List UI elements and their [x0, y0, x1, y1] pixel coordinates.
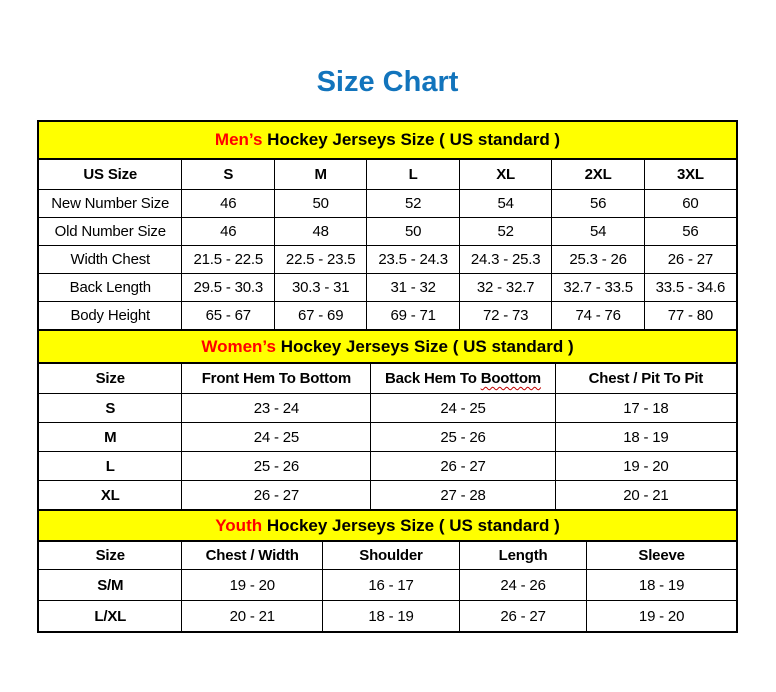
row-label: Width Chest	[38, 246, 182, 274]
mens-section-highlight: Men’s	[214, 130, 263, 149]
page-title: Size Chart	[316, 66, 459, 98]
table-row	[38, 452, 737, 481]
table-row	[38, 274, 737, 302]
youth-col-header: Shoulder	[322, 541, 459, 570]
table-row	[38, 570, 737, 601]
womens-section-band	[38, 330, 737, 363]
cell: 20 - 21	[555, 481, 737, 511]
mens-section-title	[38, 121, 737, 159]
cell: 24 - 26	[459, 570, 586, 601]
row-label: M	[38, 423, 182, 452]
cell: 48	[274, 218, 366, 246]
womens-section-title	[38, 330, 737, 363]
cell: 60	[644, 190, 737, 218]
row-label: New Number Size	[38, 190, 182, 218]
table-row	[38, 302, 737, 331]
row-label: L	[38, 452, 182, 481]
row-label: L/XL	[38, 601, 182, 633]
cell: 72 - 73	[459, 302, 551, 331]
mens-col-header: L	[367, 159, 459, 190]
mens-col-header: 3XL	[644, 159, 737, 190]
womens-size-table	[37, 329, 738, 511]
row-label: S	[38, 394, 182, 423]
cell: 18 - 19	[587, 570, 737, 601]
youth-section-highlight: Youth	[215, 515, 263, 535]
cell: 69 - 71	[367, 302, 459, 331]
cell: 30.3 - 31	[274, 274, 366, 302]
cell: 32.7 - 33.5	[552, 274, 644, 302]
womens-header-row	[38, 363, 737, 394]
table-row	[38, 601, 737, 633]
cell: 16 - 17	[322, 570, 459, 601]
youth-col-header: Length	[459, 541, 586, 570]
youth-section-title	[38, 510, 737, 541]
table-row	[38, 218, 737, 246]
row-label: S/M	[38, 570, 182, 601]
youth-section-rest: Hockey Jerseys Size ( US standard )	[262, 515, 560, 535]
table-row	[38, 246, 737, 274]
mens-col-header: US Size	[38, 159, 182, 190]
table-row	[38, 481, 737, 511]
cell: 19 - 20	[587, 601, 737, 633]
mens-col-header: XL	[459, 159, 551, 190]
back-hem-misspelled-word: Boottom	[480, 370, 541, 387]
youth-header-row	[38, 541, 737, 570]
mens-section-rest: Hockey Jerseys Size ( US standard )	[262, 130, 561, 149]
womens-col-header: Chest / Pit To Pit	[555, 363, 737, 394]
cell: 29.5 - 30.3	[182, 274, 274, 302]
cell: 67 - 69	[274, 302, 366, 331]
cell: 54	[552, 218, 644, 246]
cell: 27 - 28	[371, 481, 556, 511]
cell: 19 - 20	[182, 570, 322, 601]
mens-col-header: S	[182, 159, 274, 190]
cell: 52	[459, 218, 551, 246]
womens-section-rest: Hockey Jerseys Size ( US standard )	[275, 336, 574, 356]
table-row	[38, 423, 737, 452]
youth-col-header: Chest / Width	[182, 541, 322, 570]
row-label: Body Height	[38, 302, 182, 331]
cell: 46	[182, 218, 274, 246]
cell: 33.5 - 34.6	[644, 274, 737, 302]
cell: 26 - 27	[644, 246, 737, 274]
row-label: Back Length	[38, 274, 182, 302]
cell: 26 - 27	[182, 481, 371, 511]
row-label: Old Number Size	[38, 218, 182, 246]
cell: 23.5 - 24.3	[367, 246, 459, 274]
cell: 21.5 - 22.5	[182, 246, 274, 274]
cell: 52	[367, 190, 459, 218]
cell: 56	[644, 218, 737, 246]
mens-size-table	[37, 120, 738, 331]
cell: 74 - 76	[552, 302, 644, 331]
cell: 56	[552, 190, 644, 218]
mens-header-row	[38, 159, 737, 190]
table-row	[38, 394, 737, 423]
cell: 22.5 - 23.5	[274, 246, 366, 274]
cell: 54	[459, 190, 551, 218]
cell: 25 - 26	[371, 423, 556, 452]
cell: 26 - 27	[459, 601, 586, 633]
row-label: XL	[38, 481, 182, 511]
cell: 46	[182, 190, 274, 218]
mens-section-band	[38, 121, 737, 159]
cell: 18 - 19	[555, 423, 737, 452]
cell: 23 - 24	[182, 394, 371, 423]
womens-col-header: Front Hem To Bottom	[182, 363, 371, 394]
womens-section-highlight: Women’s	[201, 336, 276, 356]
cell: 24 - 25	[182, 423, 371, 452]
cell: 19 - 20	[555, 452, 737, 481]
cell: 77 - 80	[644, 302, 737, 331]
cell: 24.3 - 25.3	[459, 246, 551, 274]
cell: 24 - 25	[371, 394, 556, 423]
mens-col-header: M	[274, 159, 366, 190]
youth-section-band	[38, 510, 737, 541]
cell: 50	[367, 218, 459, 246]
cell: 26 - 27	[371, 452, 556, 481]
cell: 18 - 19	[322, 601, 459, 633]
cell: 25 - 26	[182, 452, 371, 481]
cell: 25.3 - 26	[552, 246, 644, 274]
youth-col-header: Sleeve	[587, 541, 737, 570]
table-row	[38, 190, 737, 218]
cell: 65 - 67	[182, 302, 274, 331]
youth-col-header: Size	[38, 541, 182, 570]
cell: 20 - 21	[182, 601, 322, 633]
mens-col-header: 2XL	[552, 159, 644, 190]
size-chart-tables	[37, 120, 738, 633]
youth-size-table	[37, 509, 738, 633]
cell: 31 - 32	[367, 274, 459, 302]
back-hem-text: Back Hem To	[385, 370, 481, 387]
cell: 50	[274, 190, 366, 218]
womens-col-header: Size	[38, 363, 182, 394]
womens-col-header-back-hem	[371, 363, 556, 394]
cell: 32 - 32.7	[459, 274, 551, 302]
cell: 17 - 18	[555, 394, 737, 423]
